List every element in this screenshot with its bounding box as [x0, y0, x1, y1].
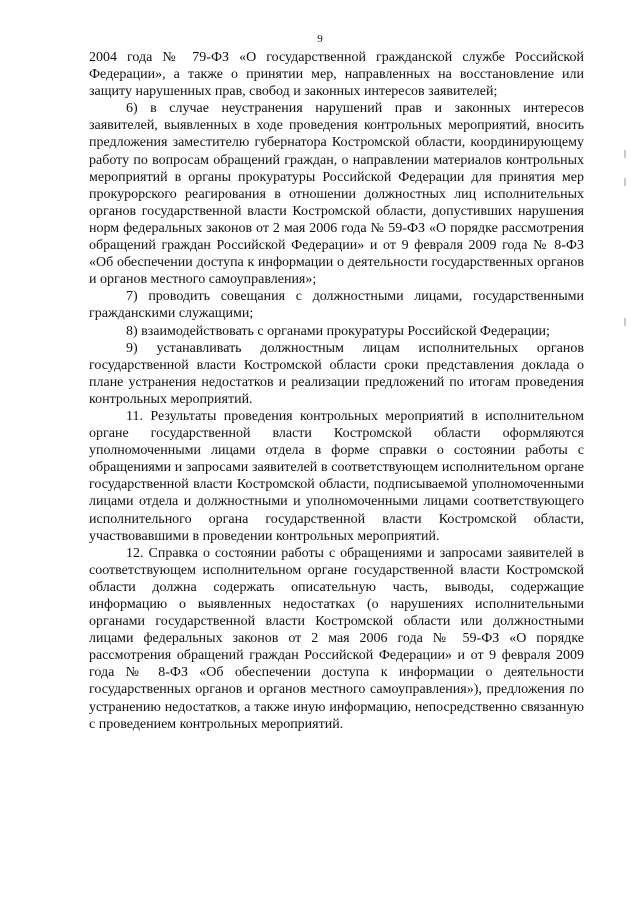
paragraph-item-6: 6) в случае неустранения нарушений прав и законных интересов заявителей, выявленных в ходе проведения контрольных мероприятий, вносить предложения заместителю губернатора Костромской области, координирующему работу по вопросам обращений граждан, о направлении материалов контрольных мероприятий в органы прокуратуры Российской Федерации для принятия мер прокурорского реагирования в отношении должностных лиц исполнительных органов государственной власти Костромской области, допустивших нарушения норм федеральных законов от 2 мая 2006 года № 59-ФЗ «О порядке рассмотрения обращений граждан Российской Федерации» и от 9 февраля 2009 года № 8-ФЗ «Об обеспечении доступа к информации о деятельности государственных органов и органов местного самоуправления»;: [89, 101, 584, 288]
paragraph-item-8: 8) взаимодействовать с органами прокуратуры Российской Федерации;: [126, 323, 550, 339]
scan-artifact-mark: [624, 178, 626, 186]
page-number: 9: [317, 33, 323, 45]
document-body: [89, 49, 584, 733]
scan-artifact-mark: [624, 150, 626, 158]
paragraph-clause-12: 12. Справка о состоянии работы с обращениями и запросами заявителей в соответствующем исполнительном органе государственной власти Костромской области должна содержать описательную часть, выводы, содержащие информацию о выявленных недостатках (о нарушениях исполнительными органами государственной власти Костромской области или должностными лицами федеральных законов от 2 мая 2006 года № 59-ФЗ «О порядке рассмотрения обращений граждан Российской Федерации» и от 9 февраля 2009 года № 8-ФЗ «Об обеспечении доступа к информации о деятельности государственных органов и органов местного самоуправления»), предложения по устранению недостатков, а также иную информацию, непосредственно связанную с проведением контрольных мероприятий.: [89, 545, 584, 732]
scan-artifact-mark: [624, 318, 626, 326]
paragraph-continuation: 2004 года № 79-ФЗ «О государственной гражданской службе Российской Федерации», а также о принятии мер, направленных на восстановление или защиту нарушенных прав, свобод и законных интересов заявителей;: [89, 50, 584, 100]
paragraph-item-9: 9) устанавливать должностным лицам исполнительных органов государственной власти Костромской области сроки представления доклада о плане устранения недостатков и реализации предложений по итогам проведения контрольных мероприятий.: [89, 340, 584, 407]
paragraph-item-7: 7) проводить совещания с должностными лицами, государственными гражданскими служащими;: [89, 289, 584, 322]
paragraph-clause-11: 11. Результаты проведения контрольных мероприятий в исполнительном органе государственной власти Костромской области оформляются уполномоченными лицами отдела в форме справки о состоянии работы с обращениями и запросами заявителей в соответствующем исполнительном органе государственной власти Костромской области, подписываемой уполномоченными лицами отдела и должностными и уполномоченными лицами соответствующего исполнительного органа государственной власти Костромской области, участвовавшими в проведении контрольных мероприятий.: [89, 408, 584, 544]
